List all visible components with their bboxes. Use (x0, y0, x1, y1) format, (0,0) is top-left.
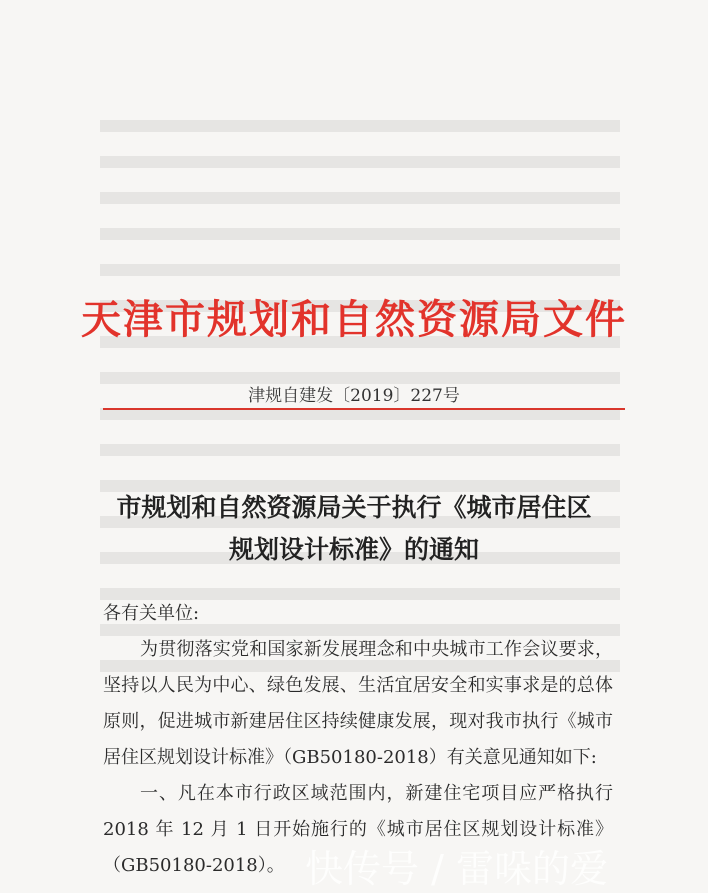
notice-title-line-1: 市规划和自然资源局关于执行《城市居住区 (116, 493, 592, 522)
notice-title-line-2: 规划设计标准》的通知 (228, 535, 479, 564)
red-divider (103, 408, 625, 410)
paragraph: 一、凡在本市行政区域范围内，新建住宅项目应严格执行2018 年 12 月 1 日开始施行的《城市居住区规划设计标准》（GB50180-2018）。 (103, 783, 613, 876)
issuer-title: 天津市规划和自然资源局文件 (81, 296, 627, 343)
document-number: 津规自建发〔2019〕227号 (248, 386, 460, 406)
watermark: 快传号 / 雷哚的爱 (305, 847, 608, 891)
salutation: 各有关单位: (103, 603, 200, 624)
paragraph: 为贯彻落实党和国家新发展理念和中央城市工作会议要求，坚持以人民为中心、绿色发展、生活宜居安全和实事求是的总体原则，促进城市新建居住区持续健康发展，现对我市执行《城市居住区规划设计标准》（GB50180-2018）有关意见通知如下: (103, 639, 613, 768)
